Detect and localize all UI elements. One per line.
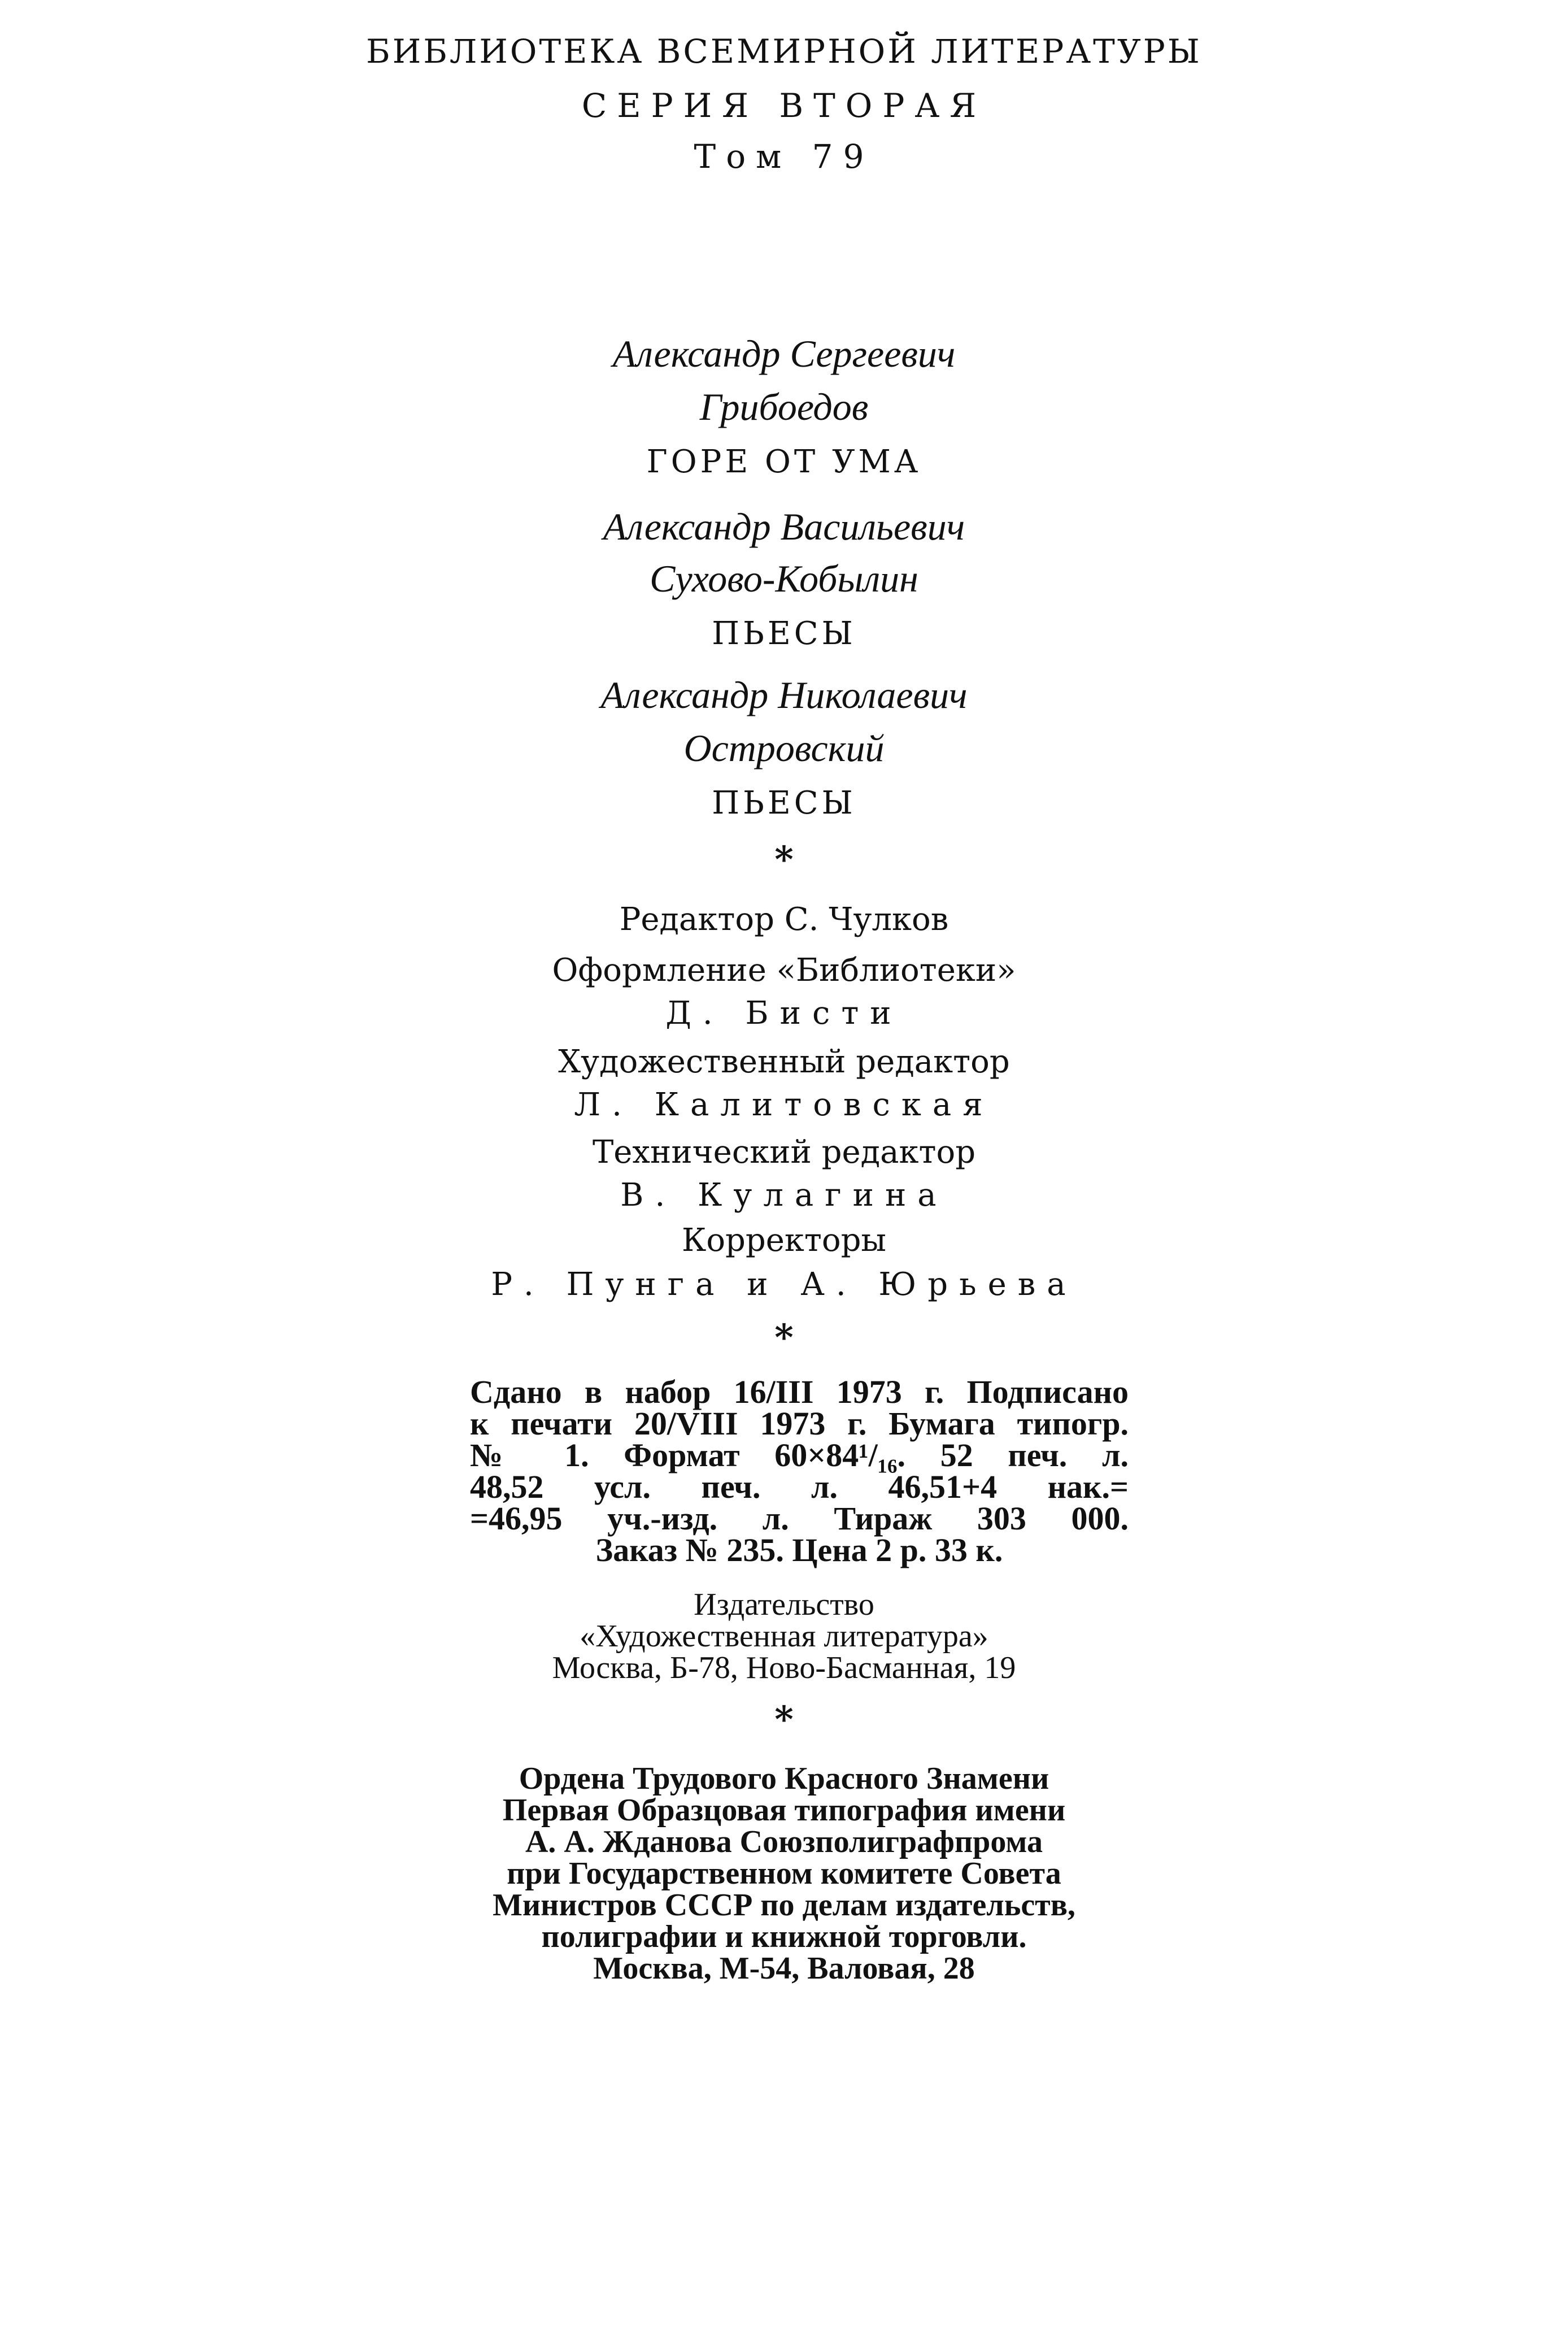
separator-star: * [774,1698,794,1741]
editor-credit: Редактор С. Чулков [619,901,949,938]
separator-star: * [774,1316,794,1359]
proofreaders-role: Корректоры [681,1222,886,1259]
work-2-author-last: Сухово-Кобылин [650,557,918,600]
imprint-line: № 1. Формат 60×84¹/₁₆. 52 печ. л. [470,1437,1129,1473]
work-3-title: ПЬЕСЫ [712,785,856,821]
printer-block [0,1763,1568,1984]
imprint-line: =46,95 уч.-изд. л. Тираж 303 000. [470,1500,1129,1537]
work-3-author-first: Александр Николаевич [600,673,968,716]
publisher-line: Издательство [694,1587,874,1622]
tech-editor-name: В. Кулагина [620,1177,948,1214]
work-1-title: ГОРЕ ОТ УМА [646,444,922,480]
separator-star: * [774,838,794,881]
design-name: Д. Бисти [665,995,903,1032]
work-1-author-first: Александр Сергеевич [612,332,956,375]
printer-line: Москва, М-54, Валовая, 28 [593,1951,975,1986]
printer-line: при Государственном комитете Совета [507,1856,1061,1891]
printer-line: А. А. Жданова Союзполиграфпрома [525,1824,1043,1859]
series-name: СЕРИЯ ВТОРАЯ [581,86,987,125]
work-2-title: ПЬЕСЫ [712,615,856,652]
imprint-line: Сдано в набор 16/III 1973 г. Подписано [470,1373,1129,1410]
printer-line: Первая Образцовая типография имени [502,1793,1066,1828]
imprint-line: Заказ № 235. Цена 2 р. 33 к. [595,1532,1003,1568]
imprint-line: к печати 20/VIII 1973 г. Бумага типогр. [470,1405,1129,1442]
publisher-block [0,1589,1568,1684]
art-editor-role: Художественный редактор [558,1044,1010,1080]
design-role: Оформление «Библиотеки» [552,952,1016,989]
work-1-author-last: Грибоедов [699,385,869,428]
library-name: БИБЛИОТЕКА ВСЕМИРНОЙ ЛИТЕРАТУРЫ [366,32,1202,71]
work-3-author-last: Островский [683,727,885,770]
printer-line: Министров СССР по делам издательств, [493,1888,1075,1923]
publisher-name: «Художественная литература» [580,1619,988,1654]
publisher-address: Москва, Б-78, Ново-Басманная, 19 [552,1650,1016,1685]
tech-editor-role: Технический редактор [592,1134,976,1171]
imprint-line: 48,52 усл. печ. л. 46,51+4 нак.= [470,1468,1129,1505]
imprint-block [470,1373,1129,1568]
work-2-author-first: Александр Васильевич [603,505,965,548]
printer-line: полиграфии и книжной торговли. [541,1919,1027,1954]
art-editor-name: Л. Калитовская [574,1086,994,1123]
printer-line: Ордена Трудового Красного Знамени [519,1761,1049,1796]
volume-number: Том 79 [694,137,874,176]
proofreaders-names: Р. Пунга и А. Юрьева [491,1266,1077,1303]
